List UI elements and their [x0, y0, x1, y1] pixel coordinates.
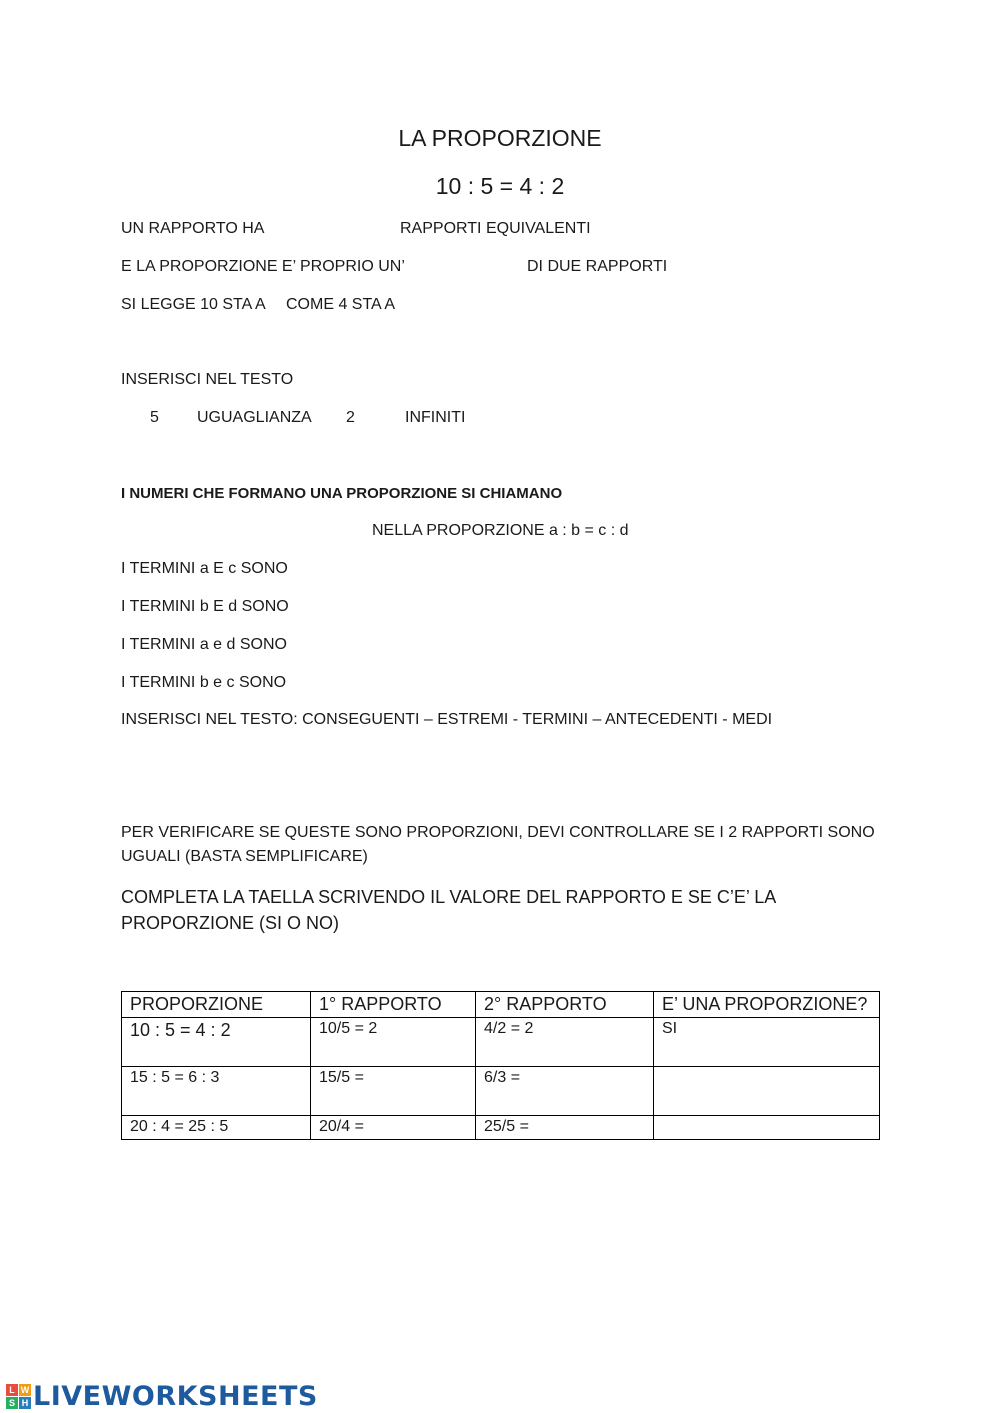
- terms-line: I TERMINI a E c SONO: [121, 560, 288, 577]
- line2-right: DI DUE RAPPORTI: [527, 258, 668, 275]
- line3-left: SI LEGGE 10 STA A: [121, 296, 266, 313]
- table-header-row: [122, 992, 880, 1018]
- insert1-word: INFINITI: [405, 409, 466, 426]
- cell-ratio-2[interactable]: 6/3 =: [476, 1067, 654, 1116]
- proportion-table: [121, 991, 880, 1140]
- in-proportion: NELLA PROPORZIONE a : b = c : d: [372, 522, 629, 539]
- insert1-word: 2: [346, 409, 355, 426]
- cell-ratio-2[interactable]: 25/5 =: [476, 1116, 654, 1140]
- cell-ratio-2[interactable]: 4/2 = 2: [476, 1018, 654, 1067]
- cell-proportion: 15 : 5 = 6 : 3: [122, 1067, 311, 1116]
- insert1-label: INSERISCI NEL TESTO: [121, 371, 294, 388]
- example-equation: 10 : 5 = 4 : 2: [435, 173, 565, 199]
- verify-line-2: UGUALI (BASTA SEMPLIFICARE): [121, 848, 368, 865]
- cell-is-proportion[interactable]: SI: [654, 1018, 880, 1067]
- page-title: LA PROPORZIONE: [398, 125, 602, 151]
- liveworksheets-logo: [6, 1381, 318, 1411]
- header-ratio-2: 2° RAPPORTO: [476, 992, 654, 1018]
- insert1-word: UGUAGLIANZA: [197, 409, 312, 426]
- cell-is-proportion[interactable]: [654, 1116, 880, 1140]
- terms-line: I TERMINI b e c SONO: [121, 674, 287, 691]
- line1-left: UN RAPPORTO HA: [121, 220, 265, 237]
- terms-line: I TERMINI a e d SONO: [121, 636, 287, 653]
- terms-line: I TERMINI b E d SONO: [121, 598, 289, 615]
- header-proportion: PROPORZIONE: [122, 992, 311, 1018]
- table-row: [122, 1116, 880, 1140]
- table-row: [122, 1018, 880, 1067]
- terms-heading: I NUMERI CHE FORMANO UNA PROPORZIONE SI CHIAMANO: [121, 485, 563, 502]
- complete-instructions: COMPLETA LA TAELLA SCRIVENDO IL VALORE DEL RAPPORTO E SE C’E’ LA PROPORZIONE (SI O NO): [121, 887, 776, 933]
- line3-right: COME 4 STA A: [286, 296, 396, 313]
- cell-proportion: 20 : 4 = 25 : 5: [122, 1116, 311, 1140]
- cell-ratio-1[interactable]: 20/4 =: [311, 1116, 476, 1140]
- insert1-word: 5: [150, 409, 159, 426]
- header-is-proportion: E’ UNA PROPORZIONE?: [654, 992, 880, 1018]
- line1-right: RAPPORTI EQUIVALENTI: [400, 220, 591, 237]
- insert2-label: INSERISCI NEL TESTO: CONSEGUENTI – ESTREMI - TERMINI – ANTECEDENTI - MEDI: [121, 711, 773, 728]
- cell-ratio-1[interactable]: 10/5 = 2: [311, 1018, 476, 1067]
- line2-left: E LA PROPORZIONE E’ PROPRIO UN’: [121, 258, 405, 275]
- table-row: [122, 1067, 880, 1116]
- cell-proportion: 10 : 5 = 4 : 2: [122, 1018, 311, 1067]
- verify-line-1: PER VERIFICARE SE QUESTE SONO PROPORZIONI, DEVI CONTROLLARE SE I 2 RAPPORTI SONO: [121, 824, 875, 841]
- cell-ratio-1[interactable]: 15/5 =: [311, 1067, 476, 1116]
- cell-is-proportion[interactable]: [654, 1067, 880, 1116]
- logo-text: LIVEWORKSHEETS: [33, 1380, 318, 1412]
- header-ratio-1: 1° RAPPORTO: [311, 992, 476, 1018]
- logo-blocks-icon: L W S H: [6, 1384, 31, 1409]
